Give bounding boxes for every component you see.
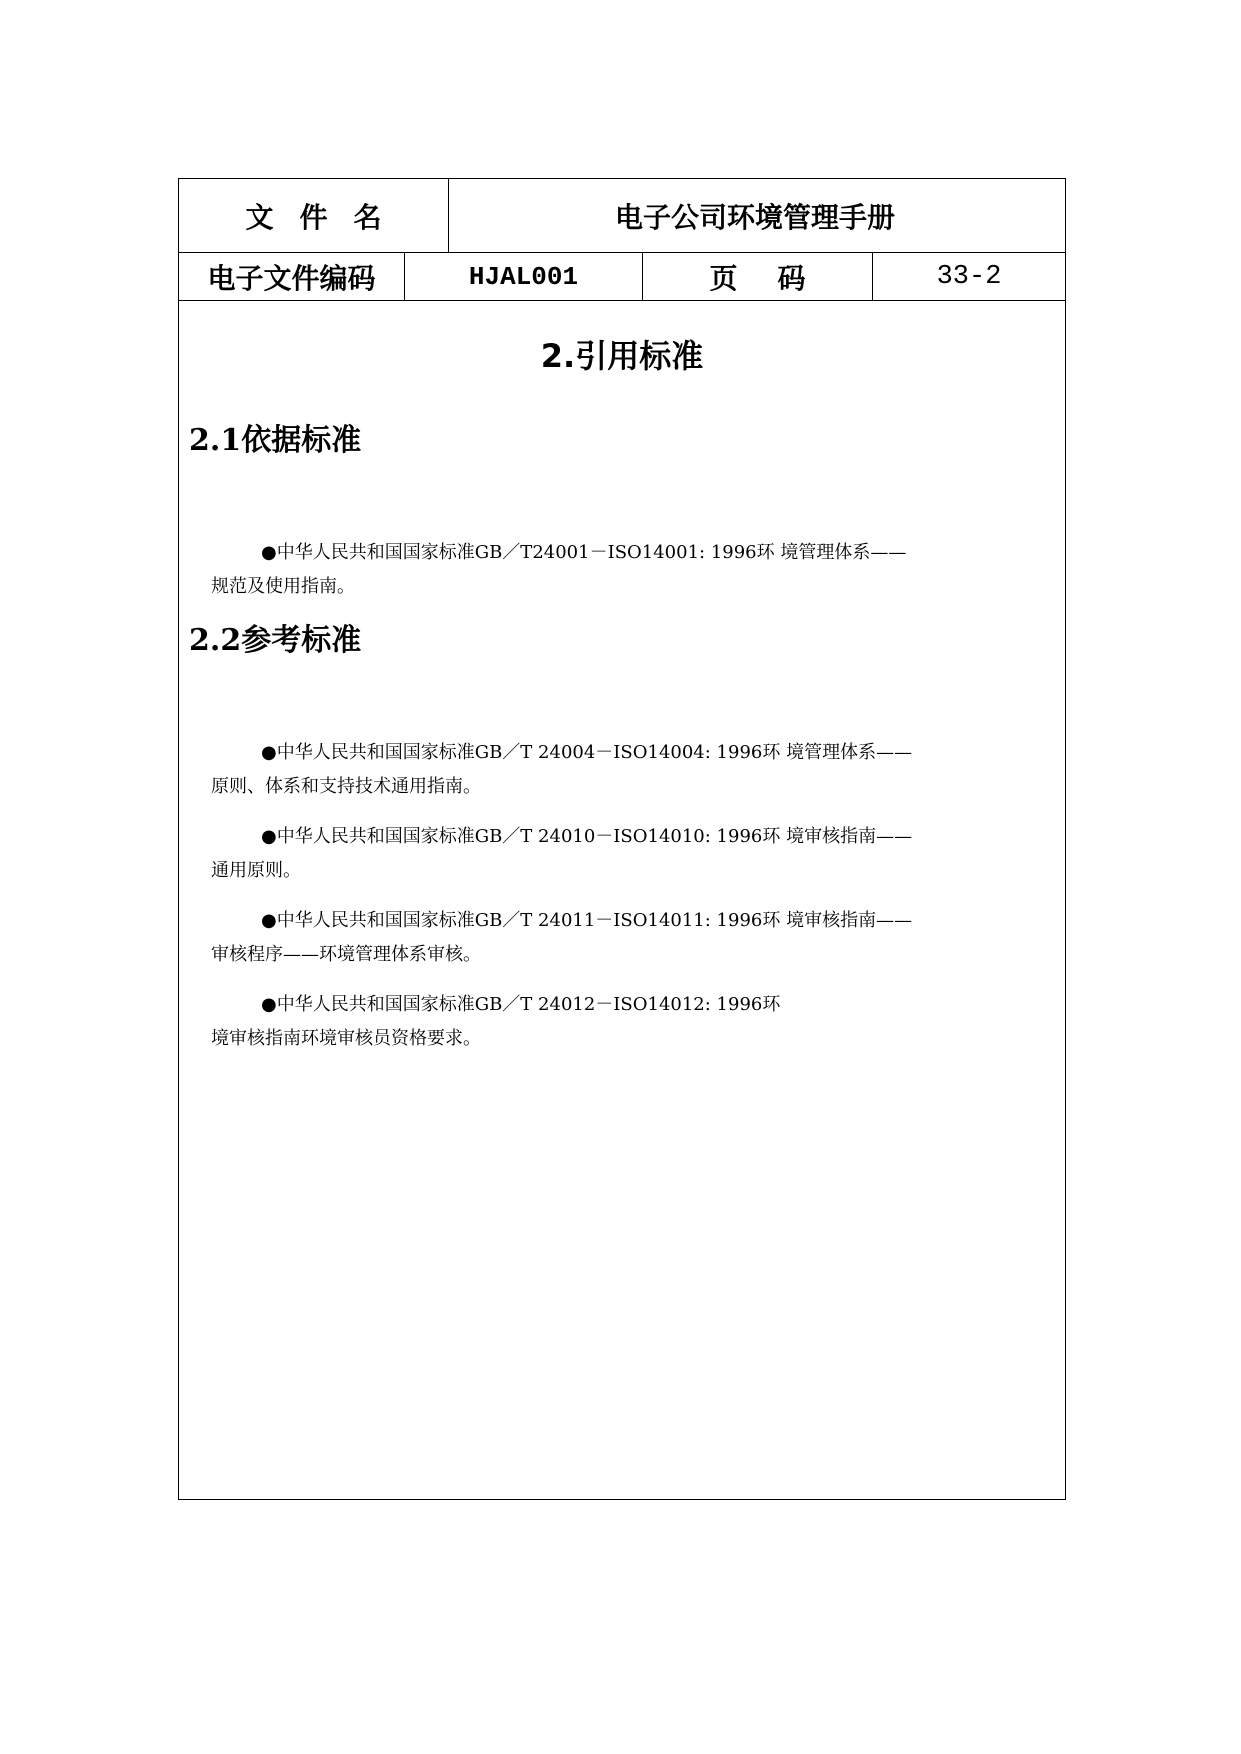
header-row-meta	[179, 253, 1065, 301]
list-item-line1: ●中华人民共和国国家标准GB／T 24011－ISO14011: 1996环 境审核指南——	[261, 910, 913, 931]
page-number: 33-2	[936, 261, 1002, 292]
list-item-line2: 通用原则。	[211, 860, 301, 881]
page-value-cell	[873, 253, 1065, 300]
file-name-value-cell	[449, 179, 1065, 252]
list-item	[211, 820, 971, 888]
list-item	[211, 736, 971, 804]
list-item-line2: 审核程序——环境管理体系审核。	[211, 944, 481, 965]
document-frame	[178, 178, 1066, 1500]
list-item-line2: 原则、体系和支持技术通用指南。	[211, 776, 481, 797]
file-name-label: 文件名	[245, 200, 408, 234]
list-item-line1: ●中华人民共和国国家标准GB／T 24010－ISO14010: 1996环 境审核指南——	[261, 826, 913, 847]
list-item	[211, 988, 971, 1056]
subsection-heading-reference: 2.2参考标准	[189, 623, 362, 658]
page-label-cell	[643, 253, 873, 300]
code-label-cell	[179, 253, 405, 300]
list-item-line1: ●中华人民共和国国家标准GB／T24001－ISO14001: 1996环 境管理体系——	[261, 542, 907, 563]
list-item-line1: ●中华人民共和国国家标准GB／T 24012－ISO14012: 1996环	[261, 994, 781, 1015]
section-title: 2.引用标准	[540, 337, 704, 375]
list-item	[211, 904, 971, 972]
subsection-heading-basis: 2.1依据标准	[189, 423, 362, 458]
list-item-line2: 规范及使用指南。	[211, 576, 355, 597]
list-item-line2: 境审核指南环境审核员资格要求。	[211, 1028, 481, 1049]
code-value-cell	[405, 253, 643, 300]
list-item	[211, 536, 971, 604]
page-label: 页码	[709, 261, 846, 295]
document-code: HJAL001	[468, 261, 579, 292]
code-label: 电子文件编码	[207, 261, 376, 295]
document-title: 电子公司环境管理手册	[614, 200, 895, 234]
list-item-line1: ●中华人民共和国国家标准GB／T 24004－ISO14004: 1996环 境管理体系——	[261, 742, 913, 763]
file-name-label-cell	[179, 179, 449, 252]
header-row-title	[179, 179, 1065, 253]
